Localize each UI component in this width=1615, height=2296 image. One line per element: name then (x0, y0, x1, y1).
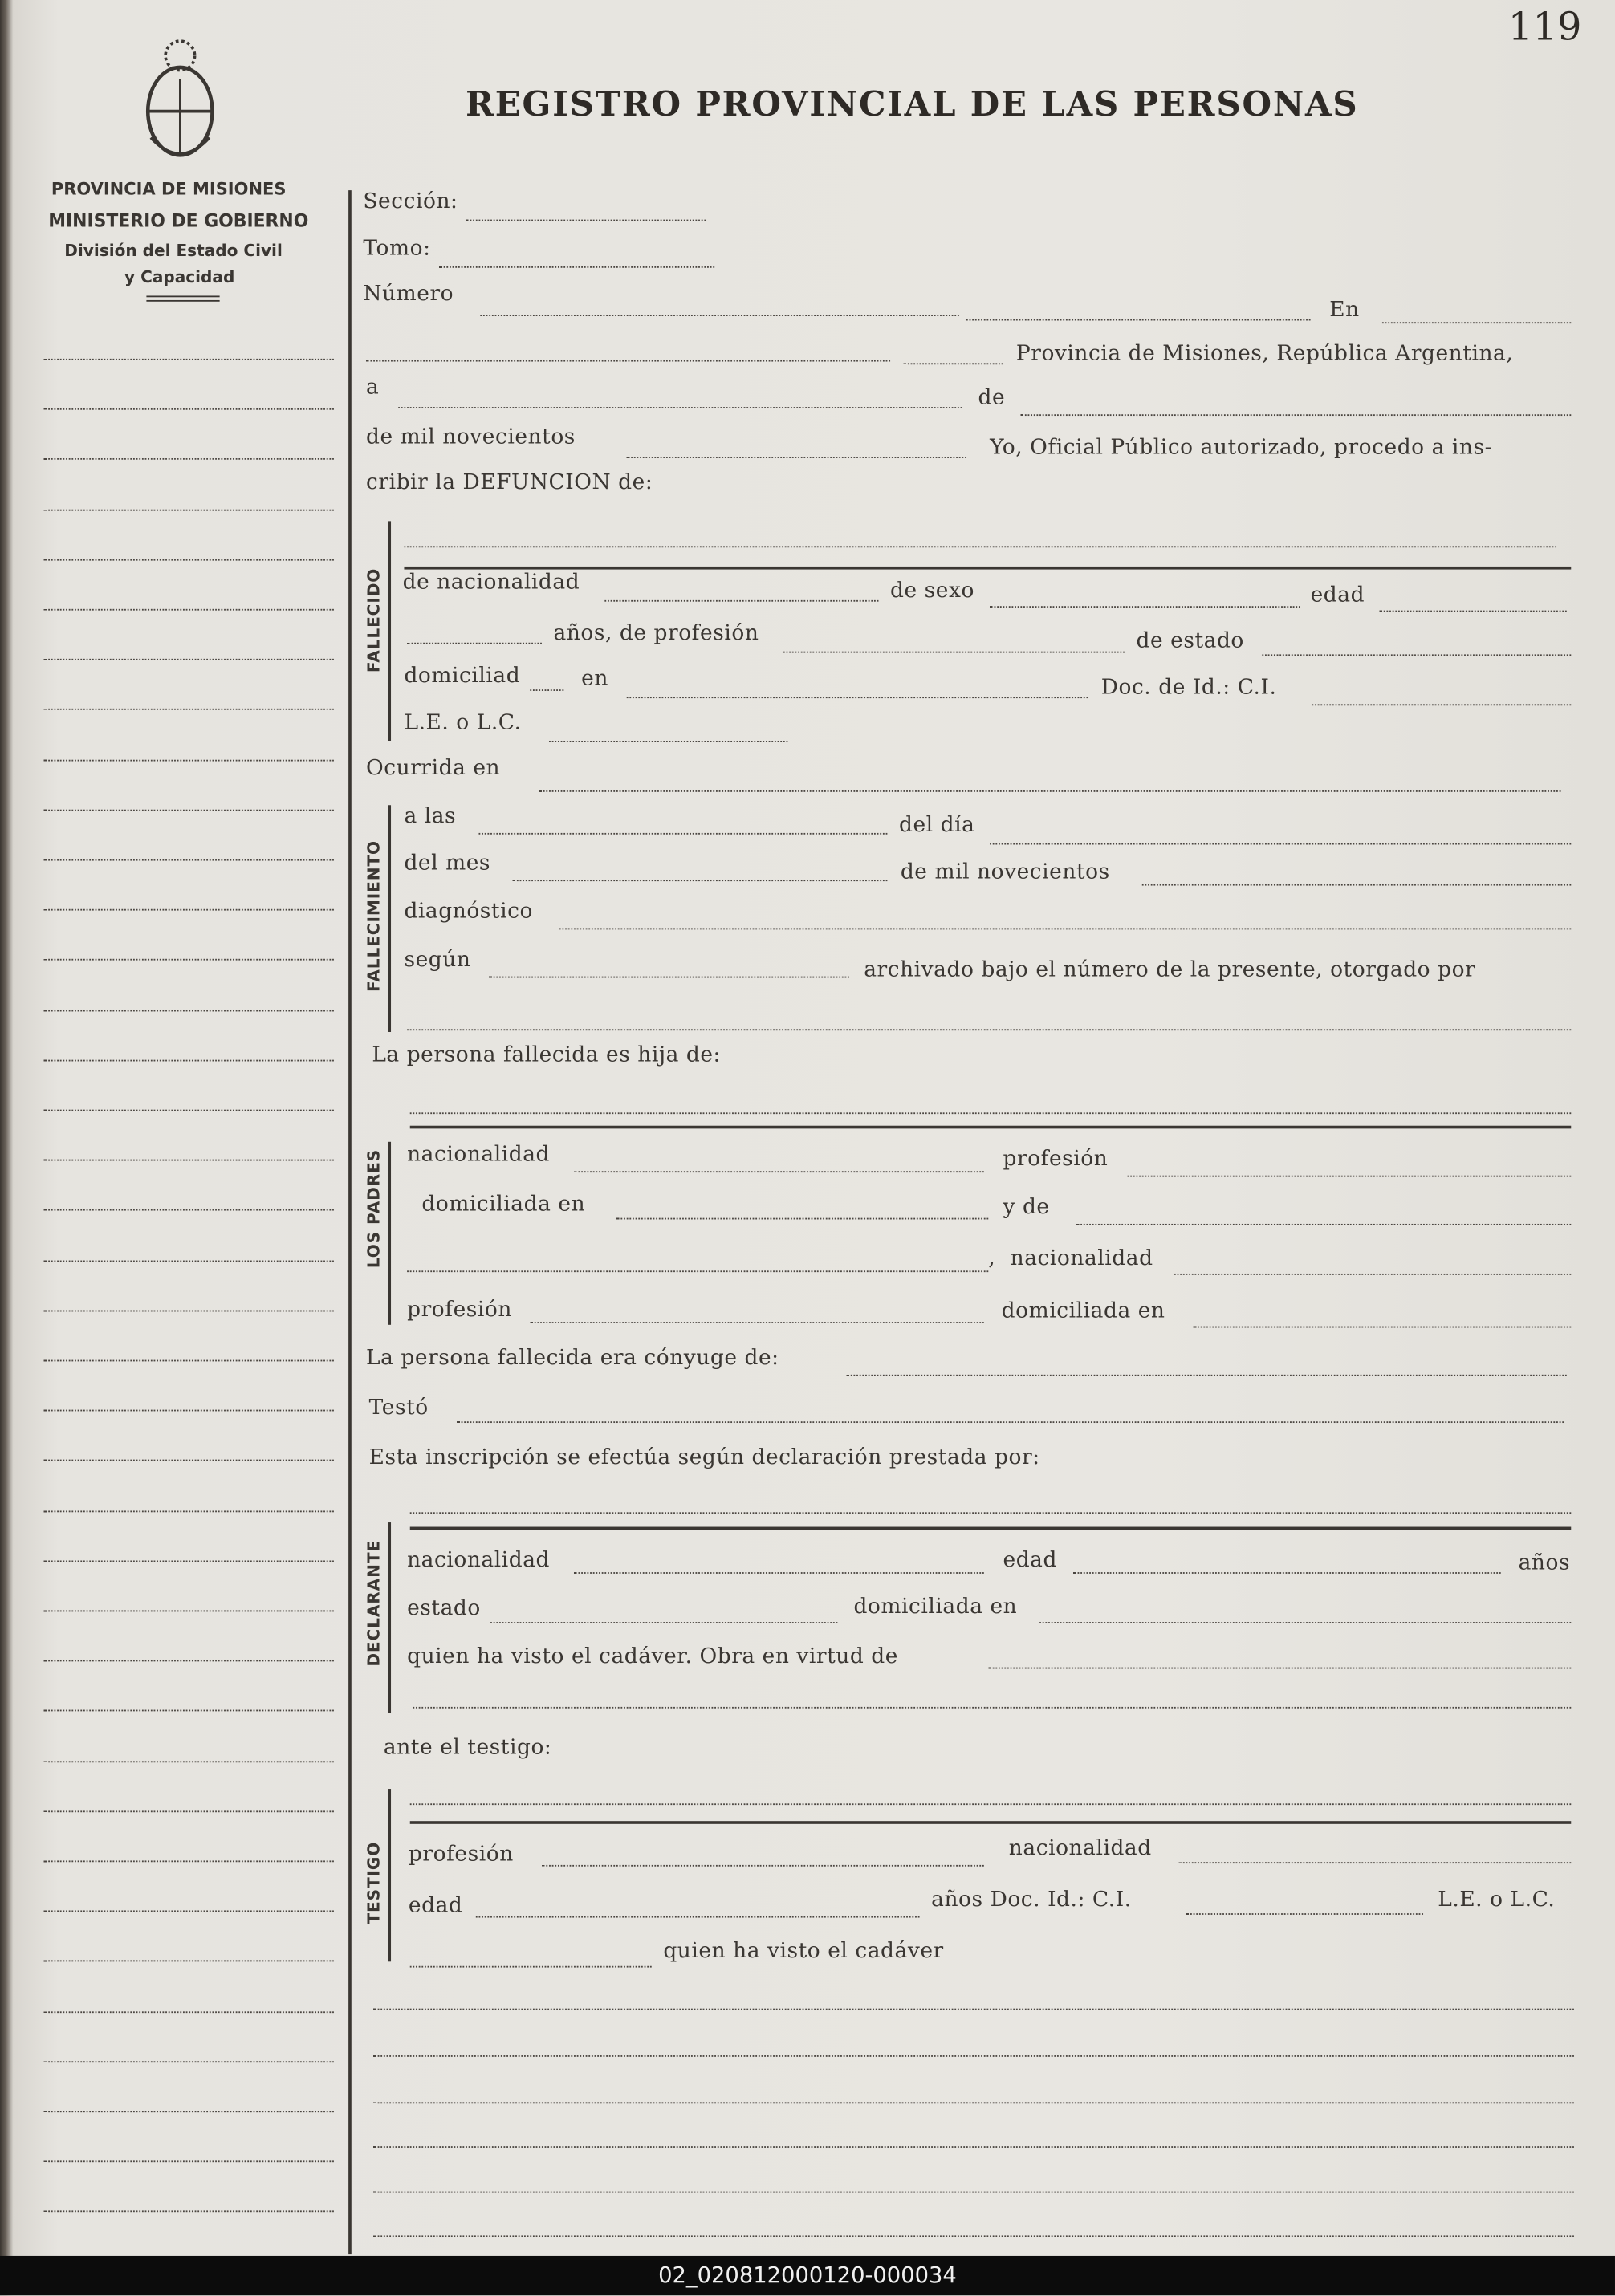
margin-line (44, 2161, 334, 2163)
declarante-cadaver-text: quien ha visto el cadáver. Obra en virtud de (407, 1645, 898, 1669)
date-day-field (398, 407, 962, 408)
edad-field (1379, 611, 1566, 612)
provincia-text: Provincia de Misiones, República Argentina, (1015, 342, 1514, 367)
margin-line (44, 1209, 334, 1211)
profesion-label: años, de profesión (553, 622, 759, 646)
margin-line (44, 959, 334, 961)
testigo-le-field (410, 1966, 652, 1968)
padre-nacionalidad-field (574, 1171, 984, 1172)
de-label: de (978, 386, 1006, 410)
domiciliad-label: domiciliad (404, 664, 521, 689)
notes-line (373, 2009, 1574, 2010)
seccion-field (466, 220, 706, 221)
margin-line (44, 809, 334, 811)
le-field (549, 741, 787, 742)
tomo-field (439, 266, 714, 268)
section-divider (410, 1126, 1572, 1129)
province-label: PROVINCIA DE MISIONES (51, 178, 287, 200)
margin-line (44, 1360, 334, 1362)
margin-line (44, 909, 334, 911)
divider (146, 300, 219, 302)
coat-of-arms-icon (129, 35, 232, 167)
deceased-name-field (404, 546, 1556, 547)
testigo-name-field (410, 1803, 1572, 1805)
division-label-2: y Capacidad (124, 267, 235, 287)
padre-name-field (410, 1112, 1572, 1114)
declarante-edad-field (1073, 1572, 1501, 1574)
declaracion-text: Esta inscripción se efectúa según declaración prestada por: (368, 1446, 1040, 1470)
y-de-label: y de (1003, 1196, 1050, 1220)
section-rule (388, 1522, 391, 1713)
section-divider (410, 1527, 1572, 1530)
margin-line (44, 659, 334, 660)
padre-profesion-field (1128, 1176, 1572, 1177)
notes-line (373, 2102, 1574, 2103)
declarante-nacionalidad-label: nacionalidad (407, 1548, 551, 1573)
madre-name-field-2 (407, 1270, 988, 1272)
margin-line (44, 709, 334, 711)
section-rule (388, 1789, 391, 1961)
page-number: 119 (1507, 6, 1582, 51)
fallecido-section-label: FALLECIDO (364, 567, 384, 673)
a-las-label: a las (404, 805, 457, 829)
anos-label: años (1518, 1551, 1571, 1575)
margin-line (44, 1510, 334, 1512)
margin-line (44, 2011, 334, 2013)
margin-line (44, 1460, 334, 1461)
division-label: División del Estado Civil (64, 241, 283, 261)
place-field (366, 360, 890, 362)
section-rule (388, 1142, 391, 1325)
padres-section-label: LOS PADRES (364, 1148, 384, 1269)
madre-profesion-label: profesión (407, 1298, 512, 1323)
margin-line (44, 1110, 334, 1111)
inscribir-text: cribir la DEFUNCION de: (366, 471, 653, 495)
edad-field-2 (407, 643, 542, 644)
margin-line (44, 1160, 334, 1161)
segun-label: según (404, 949, 471, 973)
margin-line (44, 859, 334, 861)
margin-line (44, 1560, 334, 1562)
testigo-doc-label: años Doc. Id.: C.I. (931, 1888, 1132, 1912)
en-label: en (581, 667, 608, 691)
madre-name-field (1076, 1224, 1572, 1225)
madre-domicilio-label: domiciliada en (1001, 1299, 1165, 1323)
testo-label: Testó (368, 1396, 429, 1420)
margin-line (44, 2061, 334, 2062)
numero-label: Número (363, 282, 454, 307)
margin-line (44, 2211, 334, 2213)
margin-line (44, 459, 334, 461)
testigo-cadaver-text: quien ha visto el cadáver (663, 1939, 944, 1964)
fallecimiento-section-label: FALLECIMIENTO (364, 840, 384, 992)
page-title: REGISTRO PROVINCIAL DE LAS PERSONAS (466, 84, 1359, 125)
declarante-name-field (410, 1512, 1572, 1514)
mes-field (512, 880, 887, 881)
margin-line (44, 408, 334, 410)
virtud-field-2 (413, 1707, 1571, 1709)
archivado-text: archivado bajo el número de la presente, otorgado por (864, 958, 1476, 982)
margin-line (44, 1410, 334, 1412)
divider (146, 295, 219, 297)
margin-line (44, 2111, 334, 2112)
doc-label: Doc. de Id.: C.I. (1100, 676, 1277, 700)
madre-nacionalidad-label: nacionalidad (1010, 1247, 1153, 1271)
nacionalidad-label: de nacionalidad (402, 571, 580, 595)
edad-label: edad (1310, 583, 1365, 608)
diagnostico-field (559, 928, 1571, 929)
margin-line (44, 559, 334, 560)
declarante-estado-label: estado (407, 1597, 481, 1621)
ministry-label: MINISTERIO DE GOBIERNO (48, 210, 309, 232)
ocurrida-field (539, 790, 1560, 792)
estado-field (1262, 654, 1571, 656)
year-field (627, 457, 966, 458)
margin-line (44, 1310, 334, 1311)
le-label: L.E. o L.C. (404, 711, 522, 735)
testigo-le-label: L.E. o L.C. (1438, 1888, 1556, 1912)
notes-line (373, 2055, 1574, 2057)
declarante-section-label: DECLARANTE (364, 1539, 384, 1667)
en-label: En (1329, 299, 1360, 323)
notes-line (373, 2192, 1574, 2193)
section-divider (404, 567, 1571, 570)
margin-line (44, 1761, 334, 1762)
margin-line (44, 759, 334, 761)
padre-domicilio-label: domiciliada en (421, 1193, 586, 1217)
conyuge-field (846, 1375, 1566, 1376)
declarante-edad-label: edad (1003, 1548, 1058, 1573)
mes-label: del mes (404, 851, 491, 876)
margin-line (44, 1010, 334, 1011)
domiciliad-suffix-field (530, 689, 563, 691)
margin-line (44, 1911, 334, 1912)
margin-line (44, 609, 334, 611)
margin-line (44, 1611, 334, 1612)
de-mil-label: de mil novecientos (366, 425, 576, 449)
margin-line (44, 509, 334, 510)
testigo-profesion-label: profesión (408, 1843, 514, 1867)
section-rule (388, 521, 391, 741)
dia-label: del día (898, 814, 975, 838)
segun-field (489, 977, 849, 978)
declarante-domicilio-label: domiciliada en (853, 1595, 1018, 1619)
file-id: 02_020812000120-000034 (658, 2261, 957, 2289)
testigo-nacionalidad-field (1178, 1862, 1571, 1863)
margin-line (44, 1810, 334, 1812)
padre-profesion-label: profesión (1003, 1148, 1109, 1172)
testigo-section-label: TESTIGO (364, 1841, 384, 1924)
tomo-label: Tomo: (363, 237, 431, 261)
diagnostico-label: diagnóstico (404, 900, 533, 924)
nacionalidad-field (604, 600, 878, 602)
section-rule (388, 805, 391, 1032)
sexo-field (990, 606, 1300, 608)
estado-label: de estado (1136, 629, 1244, 653)
sexo-label: de sexo (890, 579, 974, 603)
virtud-field (988, 1668, 1571, 1669)
margin-line (44, 1860, 334, 1862)
padre-nacionalidad-label: nacionalidad (407, 1143, 551, 1167)
testigo-edad-label: edad (408, 1894, 463, 1918)
margin-line (44, 1059, 334, 1061)
testigo-profesion-field (542, 1865, 984, 1867)
madre-domicilio-field (1194, 1327, 1572, 1328)
margin-line (44, 1710, 334, 1712)
ano-field (1142, 884, 1571, 886)
declarante-nacionalidad-field (574, 1572, 984, 1574)
hora-field (478, 833, 887, 835)
notes-line (373, 2146, 1574, 2148)
testo-field (457, 1421, 1564, 1423)
declarante-domicilio-field (1039, 1622, 1571, 1623)
testigo-edad-field (476, 1916, 920, 1918)
ocurrida-label: Ocurrida en (366, 757, 501, 781)
a-label: a (366, 376, 380, 400)
date-month-field (1020, 414, 1571, 416)
section-divider (410, 1821, 1572, 1824)
en-field (1382, 322, 1571, 323)
numero-field-2 (966, 319, 1311, 321)
testigo-intro: ante el testigo: (383, 1736, 552, 1760)
conyuge-label: La persona fallecida era cónyuge de: (366, 1347, 779, 1371)
numero-field (480, 315, 958, 316)
ci-field (1312, 704, 1571, 705)
madre-nacionalidad-field (1174, 1274, 1571, 1275)
hija-text: La persona fallecida es hija de: (372, 1043, 722, 1067)
profesion-field (783, 652, 1125, 653)
testigo-nacionalidad-label: nacionalidad (1008, 1837, 1152, 1861)
margin-line (44, 359, 334, 360)
otorgado-field (407, 1029, 1571, 1030)
declarante-estado-field (490, 1622, 837, 1623)
seccion-label: Sección: (363, 190, 458, 214)
testigo-ci-field (1186, 1913, 1424, 1915)
oficial-text: Yo, Oficial Público autorizado, procedo a ins- (990, 436, 1493, 460)
domicilio-field (627, 697, 1088, 698)
padre-domicilio-field (616, 1218, 988, 1220)
place-field-2 (903, 363, 1003, 364)
notes-line (373, 2235, 1574, 2237)
margin-line (44, 1961, 334, 1962)
dia-field (990, 843, 1571, 845)
ano-label: de mil novecientos (900, 860, 1110, 884)
scan-footer-bar (0, 2256, 1615, 2295)
comma: , (988, 1247, 996, 1271)
margin-line (44, 1260, 334, 1262)
madre-profesion-field (530, 1322, 983, 1323)
margin-rule (348, 190, 352, 2254)
margin-line (44, 1660, 334, 1662)
